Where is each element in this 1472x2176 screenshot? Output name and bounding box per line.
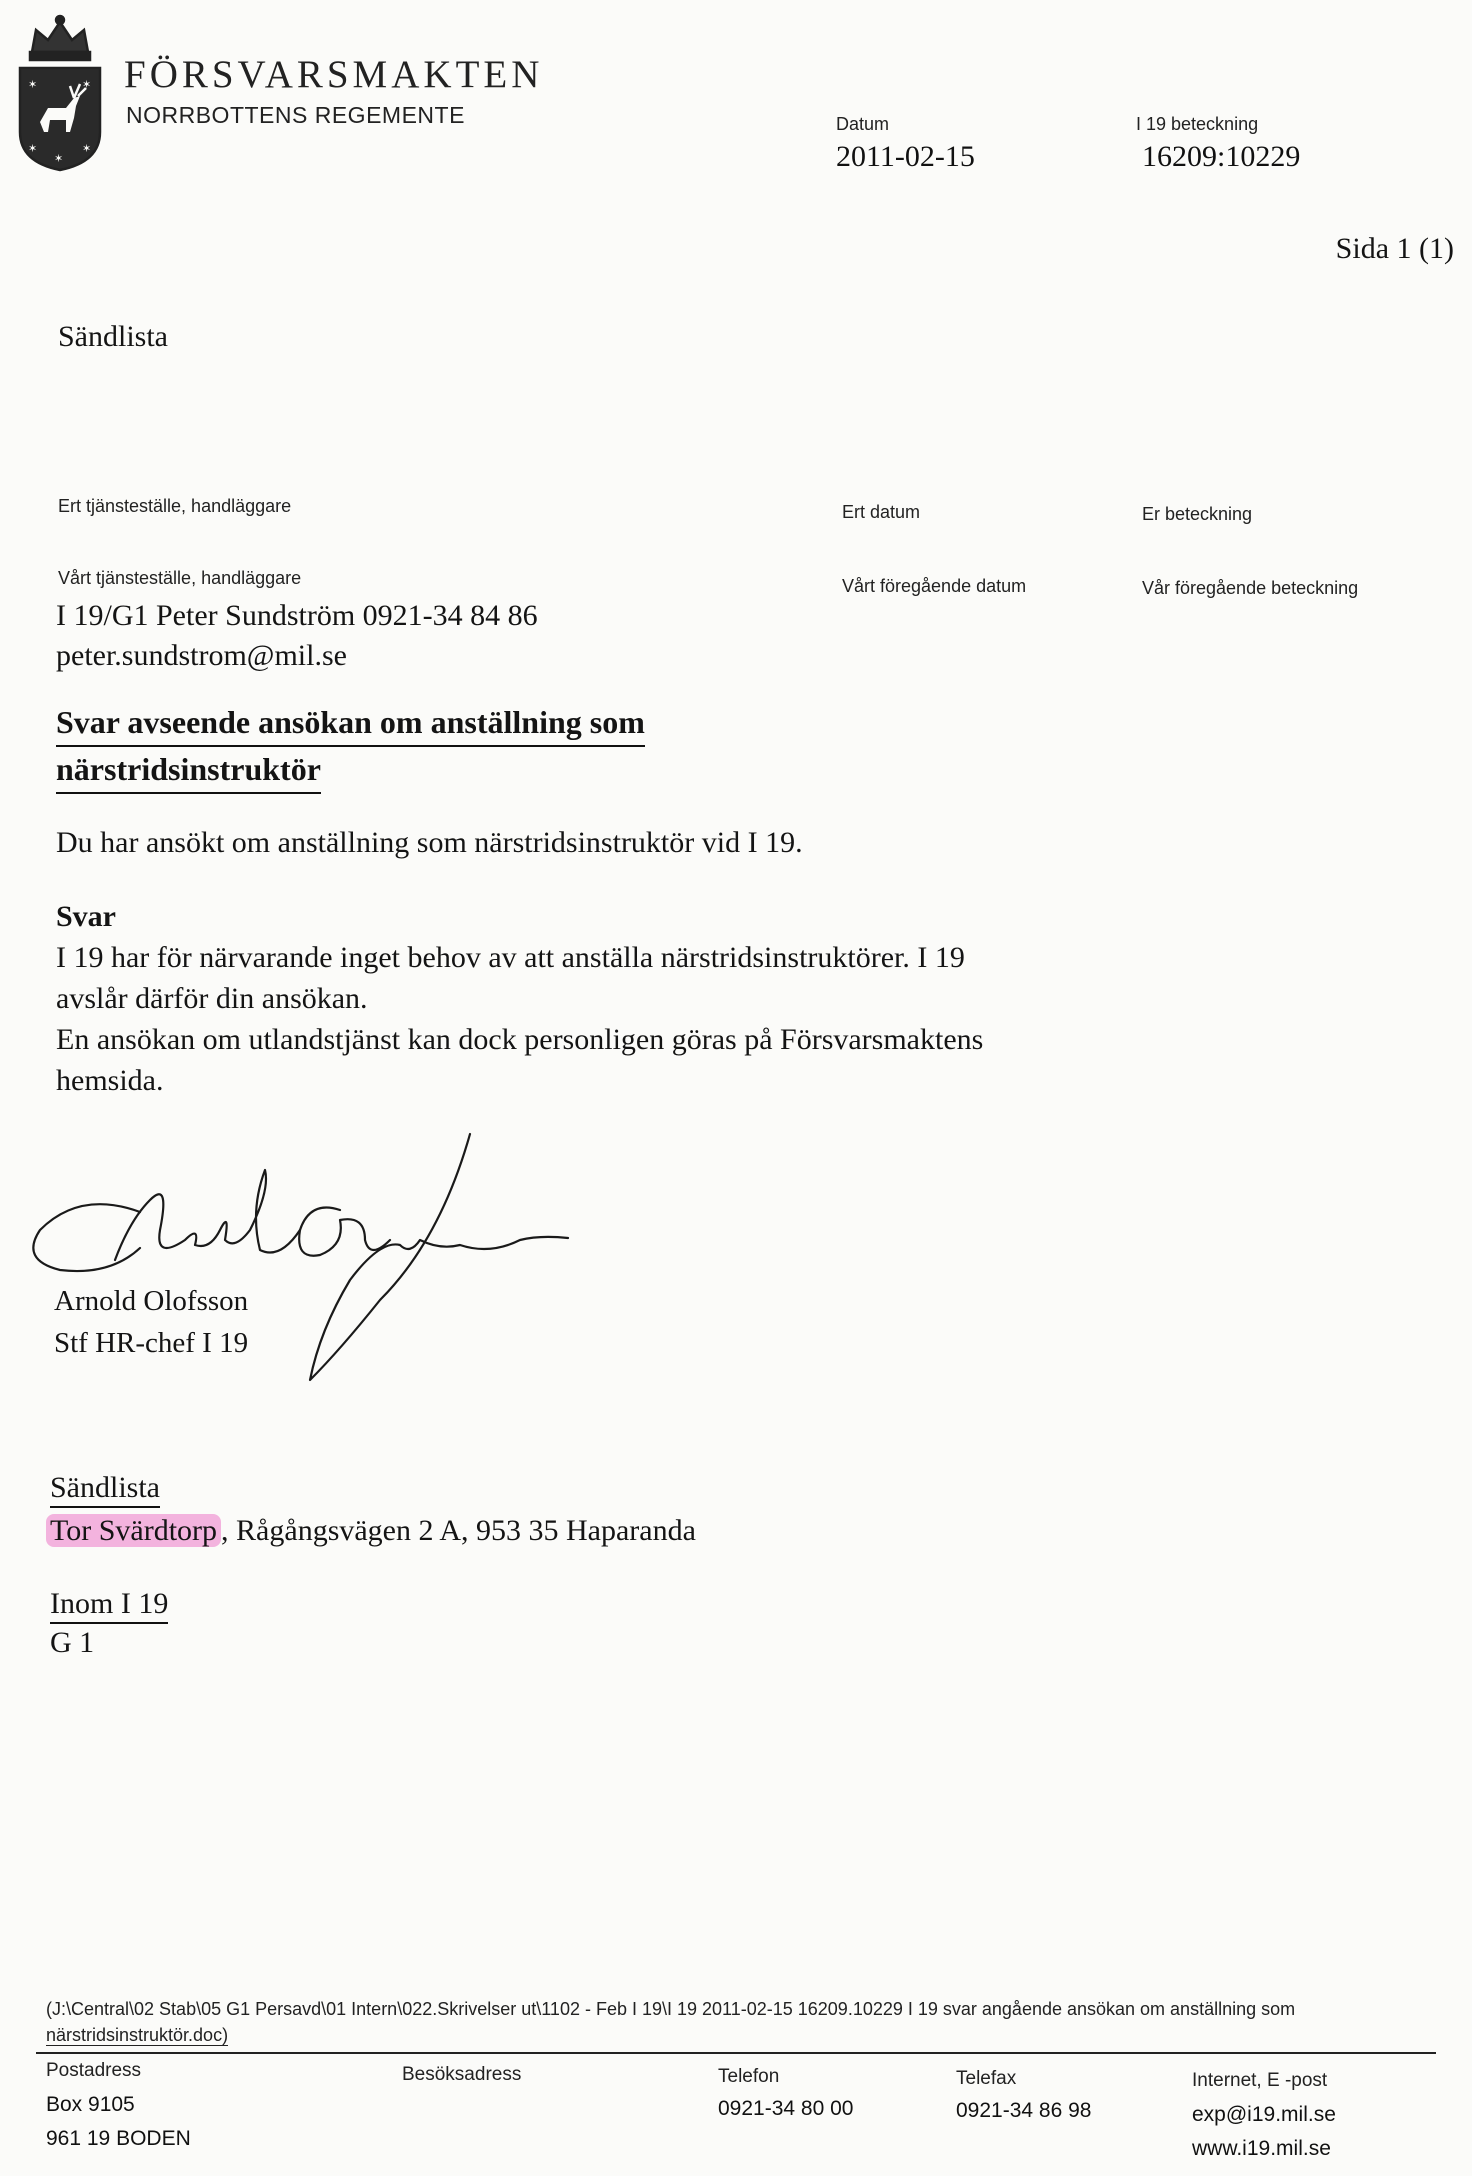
body-line-1: I 19 har för närvarande inget behov av att anställa närstridsinstruktörer. I 19 <box>56 941 965 974</box>
postal-line-2: 961 19 BODEN <box>46 2127 191 2150</box>
handler-block <box>56 596 538 676</box>
svg-text:✶: ✶ <box>82 143 92 155</box>
swedish-crest-reindeer-icon <box>14 12 106 174</box>
signatory-title: Stf HR-chef I 19 <box>54 1327 249 1359</box>
your-date-label: Ert datum <box>842 502 921 522</box>
org-name: FÖRSVARSMAKTEN <box>124 53 544 96</box>
recipient-address: , Rågångsvägen 2 A, 953 35 Haparanda <box>221 1514 696 1547</box>
doc-heading: Sändlista <box>58 320 168 353</box>
handler-line: I 19/G1 Peter Sundström 0921-34 84 86 <box>56 599 538 632</box>
org-unit: NORRBOTTENS REGEMENTE <box>126 102 465 128</box>
body-line-3: En ansökan om utlandstjänst kan dock personligen göras på Försvarsmaktens <box>56 1023 984 1056</box>
footer-divider <box>36 2052 1436 2054</box>
subject-heading <box>56 700 645 794</box>
body-line-2: avslår därför din ansökan. <box>56 982 368 1015</box>
file-path-line-2: närstridsinstruktör.doc) <box>46 2025 229 2045</box>
your-ref-label: Er beteckning <box>1142 504 1253 524</box>
handler-email: peter.sundstrom@mil.se <box>56 639 347 672</box>
subject-line-1: Svar avseende ansökan om anställning som <box>56 700 645 747</box>
phone-label: Telefon <box>718 2066 780 2087</box>
svar-heading: Svar <box>56 900 116 933</box>
fax-label: Telefax <box>956 2068 1017 2089</box>
file-path-line-1: (J:\Central\02 Stab\05 G1 Persavd\01 Intern\022.Skrivelser ut\1102 - Feb I 19\I 19 2011-02-15 16209.10229 I 19 svar angående ansökan om anställning som <box>46 1999 1296 2019</box>
your-office-label: Ert tjänsteställe, handläggare <box>58 496 292 516</box>
internal-heading: Inom I 19 <box>50 1586 168 1624</box>
web-value: www.i19.mil.se <box>1192 2137 1331 2160</box>
our-prev-date-label: Vårt föregående datum <box>842 576 1027 596</box>
our-prev-ref-label: Vår föregående beteckning <box>1142 578 1359 598</box>
visit-label: Besöksadress <box>402 2064 522 2085</box>
email-value: exp@i19.mil.se <box>1192 2103 1336 2126</box>
ref-label: I 19 beteckning <box>1136 114 1259 134</box>
postal-label: Postadress <box>46 2060 142 2081</box>
internal-value: G 1 <box>50 1626 95 1659</box>
subject-line-2: närstridsinstruktör <box>56 747 321 794</box>
signatory-block <box>54 1280 248 1364</box>
distribution-heading: Sändlista <box>50 1470 160 1508</box>
distribution-recipient <box>50 1514 696 1548</box>
page-number: Sida 1 (1) <box>1335 232 1454 265</box>
our-office-label: Vårt tjänsteställe, handläggare <box>58 568 302 588</box>
svg-text:✶: ✶ <box>54 153 64 165</box>
ref-value: 16209:10229 <box>1142 140 1301 173</box>
body-intro: Du har ansökt om anställning som närstridsinstruktör vid I 19. <box>56 826 803 859</box>
svg-text:✶: ✶ <box>28 79 38 91</box>
recipient-name: Tor Svärdtorp <box>46 1514 221 1547</box>
body-line-4: hemsida. <box>56 1064 164 1097</box>
svg-text:✶: ✶ <box>82 79 92 91</box>
phone-value: 0921-34 80 00 <box>718 2097 854 2120</box>
body-main <box>56 896 983 1101</box>
file-path <box>46 1996 1436 2048</box>
date-value: 2011-02-15 <box>836 140 975 173</box>
web-label: Internet, E -post <box>1192 2070 1328 2091</box>
postal-line-1: Box 9105 <box>46 2093 135 2116</box>
fax-value: 0921-34 86 98 <box>956 2099 1092 2122</box>
svg-text:✶: ✶ <box>28 143 38 155</box>
date-label: Datum <box>836 114 890 134</box>
signatory-name: Arnold Olofsson <box>54 1285 249 1317</box>
